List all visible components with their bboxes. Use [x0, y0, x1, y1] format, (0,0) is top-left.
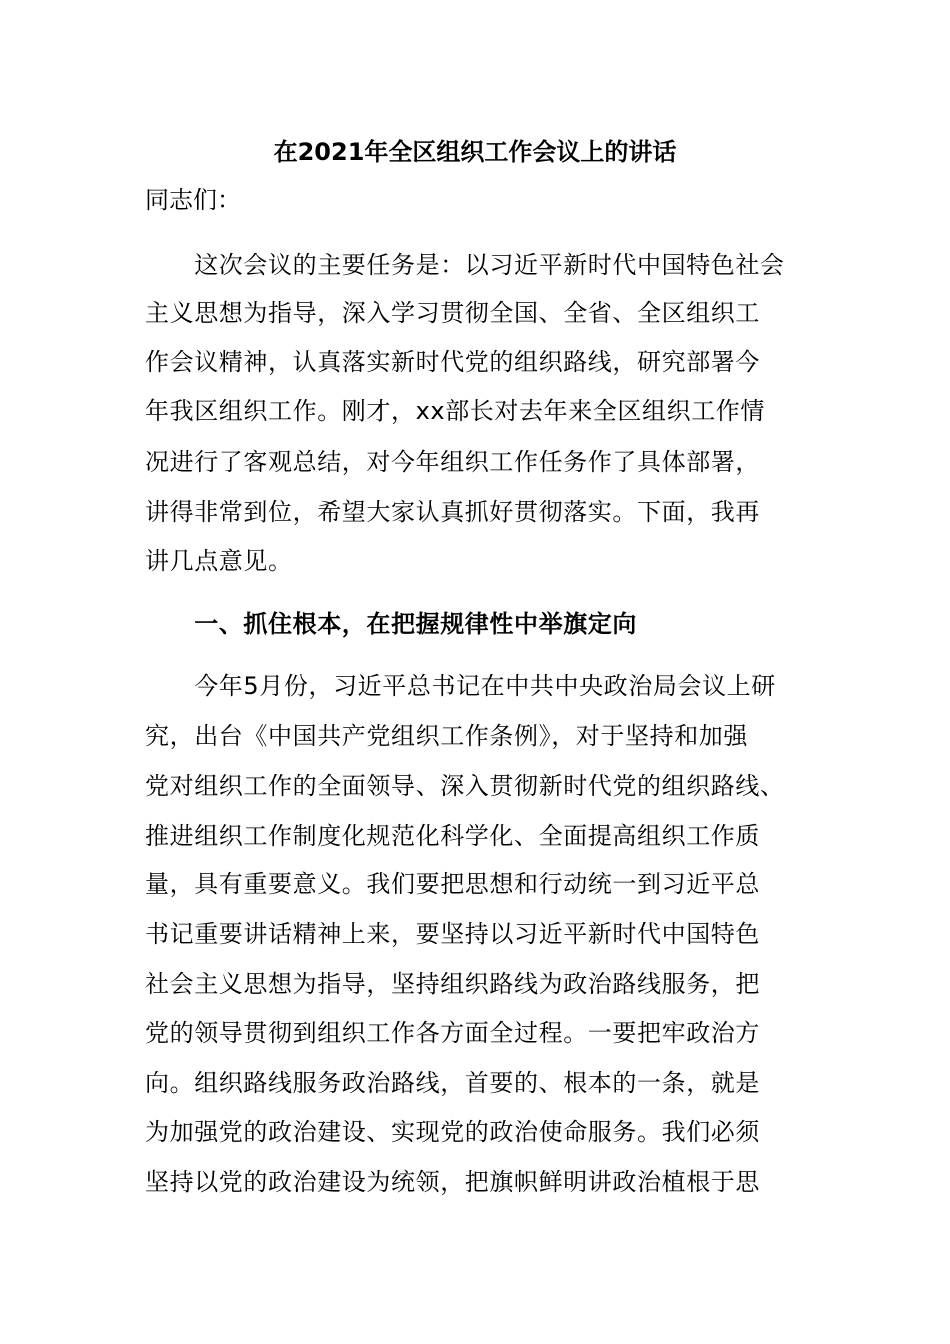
paragraph-2-line: 向。组织路线服务政治路线，首要的、根本的一条，就是 — [145, 1069, 760, 1097]
paragraph-2-line: 书记重要讲话精神上来，要坚持以习近平新时代中国特色 — [145, 920, 760, 948]
paragraph-2-line: 党对组织工作的全面领导、深入贯彻新时代党的组织路线、 — [145, 772, 785, 800]
paragraph-2-line: 推进组织工作制度化规范化科学化、全面提高组织工作质 — [145, 822, 760, 850]
paragraph-2-line: 究，出台《中国共产党组织工作条例》，对于坚持和加强 — [145, 722, 748, 750]
paragraph-2-line: 党的领导贯彻到组织工作各方面全过程。一要把牢政治方 — [145, 1019, 760, 1047]
paragraph-1-line: 年我区组织工作。刚才，xx部长对去年来全区组织工作情 — [145, 397, 766, 425]
paragraph-2-line: 今年5月份，习近平总书记在中共中央政治局会议上研 — [145, 672, 776, 700]
paragraph-2-line: 社会主义思想为指导，坚持组织路线为政治路线服务，把 — [145, 970, 760, 998]
paragraph-1-line: 主义思想为指导，深入学习贯彻全国、全省、全区组织工 — [145, 299, 760, 327]
paragraph-2-line: 为加强党的政治建设、实现党的政治使命服务。我们必须 — [145, 1118, 760, 1146]
section-heading: 一、抓住根本，在把握规律性中举旗定向 — [145, 610, 637, 638]
paragraph-1-line: 讲几点意见。 — [145, 547, 293, 575]
paragraph-1-line: 况进行了客观总结，对今年组织工作任务作了具体部署， — [145, 448, 760, 476]
paragraph-1-line: 讲得非常到位，希望大家认真抓好贯彻落实。下面，我再 — [145, 498, 760, 526]
paragraph-1-line: 作会议精神，认真落实新时代党的组织路线，研究部署今 — [145, 348, 760, 376]
document-title: 在2021年全区组织工作会议上的讲话 — [273, 138, 677, 166]
paragraph-1-line: 这次会议的主要任务是：以习近平新时代中国特色社会 — [145, 251, 785, 279]
paragraph-2-line: 坚持以党的政治建设为统领，把旗帜鲜明讲政治植根于思 — [145, 1168, 760, 1196]
paragraph-2-line: 量，具有重要意义。我们要把思想和行动统一到习近平总 — [145, 870, 760, 898]
salutation: 同志们： — [145, 186, 241, 214]
